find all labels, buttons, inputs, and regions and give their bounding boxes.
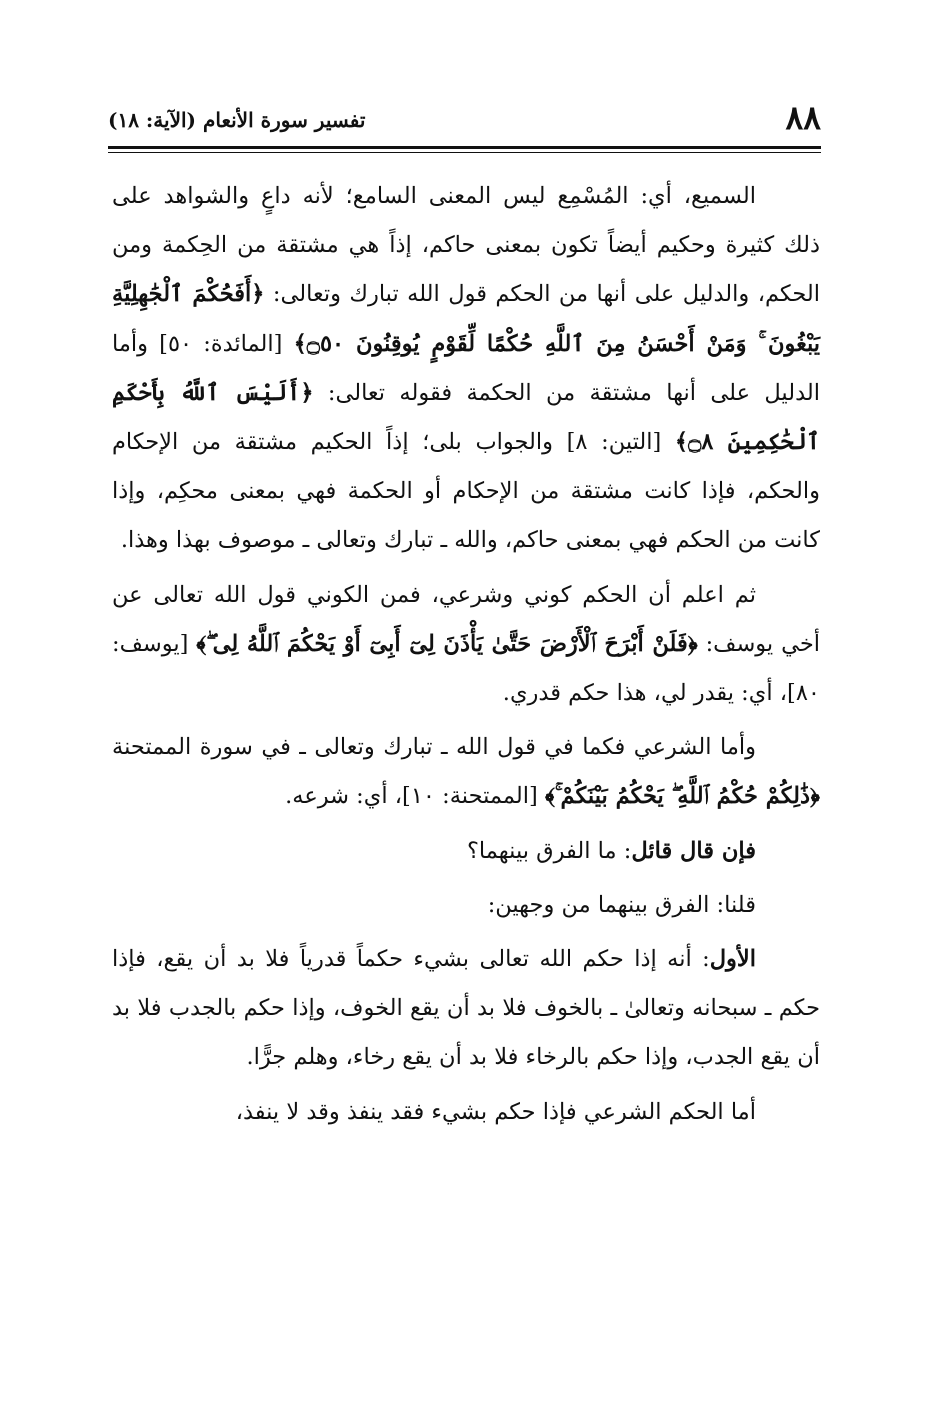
paragraph-2-text-2: [يوسف: ٨٠]، أي: يقدر لي، هذا حكم قدري. (112, 630, 820, 707)
quran-verse-tin-8: ﴿أَلَيْسَ ٱللَّهُ بِأَحْكَمِ ٱلْحَٰكِمِينَ ۝٨﴾ (112, 379, 820, 456)
paragraph-1 (112, 172, 820, 566)
paragraph-1-text-2: [المائدة: ٥٠] وأما الدليل على أنها مشتقة من الحكمة فقوله تعالى: (112, 330, 820, 406)
question-text: : ما الفرق بينهما؟ (466, 837, 632, 864)
answer-text: قلنا: الفرق بينهما من وجهين: (487, 891, 756, 918)
paragraph-3 (112, 723, 820, 821)
paragraph-5 (112, 881, 820, 930)
running-title: تفسير سورة الأنعام (الآية: ١٨) (108, 108, 366, 132)
paragraph-3-text: وأما الشرعي فكما في قول الله ـ تبارك وتعالى ـ في سورة الممتحنة (112, 734, 756, 761)
paragraph-2-text: ثم اعلم أن الحكم كوني وشرعي، فمن الكوني قول الله تعالى عن أخي يوسف: (112, 581, 820, 657)
paragraph-6 (112, 935, 820, 1083)
paragraph-7-text: أما الحكم الشرعي فإذا حكم بشيء فقد ينفذ وقد لا ينفذ، (235, 1098, 756, 1125)
quran-verse-maidah-50: ﴿أَفَحُكْمَ ٱلْجَٰهِلِيَّةِ يَبْغُونَ ۚ وَمَنْ أَحْسَنُ مِنَ ٱللَّهِ حُكْمًا لِّقَوْمٍ يُوقِنُونَ ۝٥٠﴾ (112, 281, 820, 357)
paragraph-1-text-3: [التين: ٨] والجواب بلى؛ إذاً الحكيم مشتقة من الإحكام والحكم، فإذا كانت مشتقة من الإحكام أو الحكمة فهي بمعنى محكِم، وإذا كانت من الحكم فهي بمعنى حاكم، والله ـ تبارك وتعالى ـ موصوف بهذا وهذا. (112, 429, 820, 554)
body-text (112, 172, 820, 1137)
paragraph-3-text-2: [الممتحنة: ١٠]، أي: شرعه. (285, 783, 545, 810)
paragraph-7 (112, 1088, 820, 1137)
page-number: ٨٨ (785, 98, 821, 137)
page-header (108, 98, 821, 146)
first-point-text: : أنه إذا حكم الله تعالى بشيء حكماً قدرياً فلا بد أن يقع، فإذا حكم ـ سبحانه وتعالىٰ ـ بالخوف فلا بد أن يقع الخوف، وإذا حكم بالجدب فلا بد أن يقع الجدب، وإذا حكم بالرخاء فلا بد أن يقع رخاء، وهلم جرًّا. (112, 946, 821, 1071)
quran-verse-mumtahanah-10: ﴿ذَٰلِكُمْ حُكْمُ ٱللَّهِ ۖ يَحْكُمُ بَيْنَكُمْ ۚ﴾ (544, 783, 820, 810)
quran-verse-yusuf-80: ﴿فَلَنْ أَبْرَحَ ٱلْأَرْضَ حَتَّىٰ يَأْذَنَ لِىٓ أَبِىٓ أَوْ يَحْكُمَ ٱللَّهُ لِى ۖ﴾ (196, 630, 698, 657)
paragraph-1-text: السميع، أي: المُسْمِع ليس المعنى السامع؛ لأنه داعٍ والشواهد على ذلك كثيرة وحكيم أيضاً تكون بمعنى حاكم، إذاً هي مشتقة من الحِكمة ومن الحكم، والدليل على أنها من الحكم قول الله تبارك وتعالى: (112, 183, 820, 308)
header-rule-thick (108, 146, 821, 149)
first-point-lead: الأول (709, 946, 756, 973)
paragraph-2 (112, 571, 820, 719)
question-lead: فإن قال قائل (631, 837, 756, 864)
paragraph-4 (112, 827, 820, 876)
header-rule-thin (108, 152, 821, 153)
